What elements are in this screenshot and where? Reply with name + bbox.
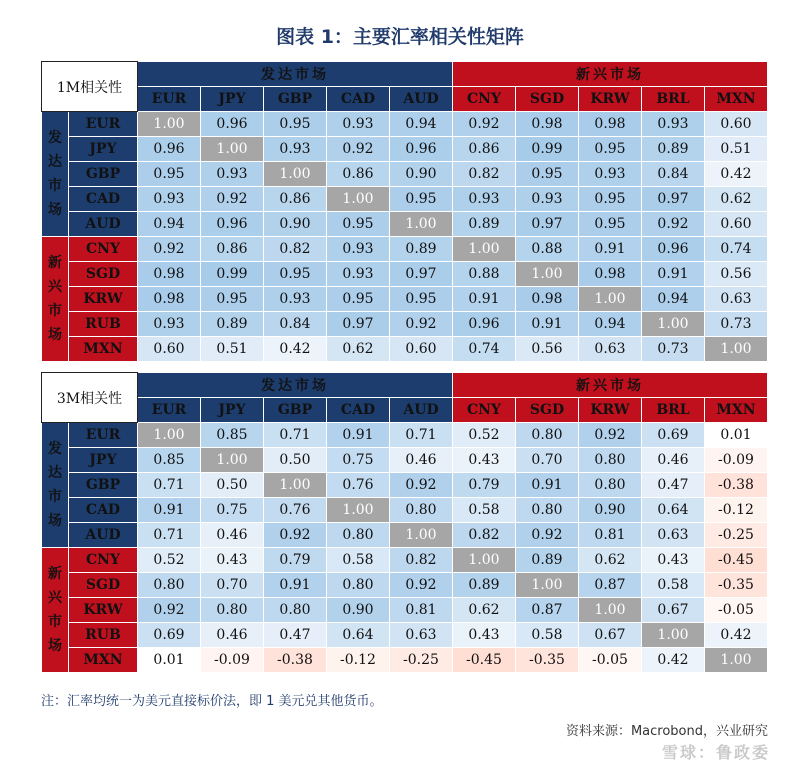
heatmap-cell: 0.63 bbox=[705, 287, 768, 312]
heatmap-cell: -0.45 bbox=[705, 548, 768, 573]
heatmap-cell: 0.96 bbox=[453, 312, 516, 337]
source-credit: 资料来源：Macrobond，兴业研究 bbox=[565, 724, 768, 739]
heatmap-cell: 0.43 bbox=[642, 548, 705, 573]
side-label-emerging: 新 兴 市 场 bbox=[42, 237, 69, 362]
heatmap-cell: 0.80 bbox=[201, 598, 264, 623]
column-label-krw: KRW bbox=[579, 398, 642, 423]
corner-label: 3M相关性 bbox=[42, 373, 138, 423]
heatmap-cell: 0.69 bbox=[138, 623, 201, 648]
heatmap-cell: -0.45 bbox=[453, 648, 516, 673]
heatmap-cell: 0.95 bbox=[327, 287, 390, 312]
table-row bbox=[42, 187, 768, 212]
heatmap-cell: 0.64 bbox=[327, 623, 390, 648]
column-label-brl: BRL bbox=[642, 398, 705, 423]
heatmap-cell: 1.00 bbox=[516, 262, 579, 287]
heatmap-cell: 0.91 bbox=[642, 262, 705, 287]
footnote: 注：汇率均统一为美元直接标价法，即 1 美元兑其他货币。 bbox=[41, 694, 383, 709]
heatmap-cell: 0.60 bbox=[705, 112, 768, 137]
heatmap-cell: 0.81 bbox=[579, 523, 642, 548]
heatmap-cell: 0.91 bbox=[327, 423, 390, 448]
heatmap-cell: 0.79 bbox=[264, 548, 327, 573]
heatmap-cell: 1.00 bbox=[642, 623, 705, 648]
heatmap-cell: 0.92 bbox=[138, 598, 201, 623]
heatmap-cell: 0.94 bbox=[579, 312, 642, 337]
heatmap-cell: 0.92 bbox=[390, 312, 453, 337]
heatmap-cell: 0.80 bbox=[138, 573, 201, 598]
heatmap-cell: 0.95 bbox=[327, 212, 390, 237]
heatmap-cell: 1.00 bbox=[264, 162, 327, 187]
heatmap-cell: 0.99 bbox=[201, 262, 264, 287]
heatmap-cell: 0.97 bbox=[516, 212, 579, 237]
column-label-jpy: JPY bbox=[201, 87, 264, 112]
heatmap-cell: 0.52 bbox=[138, 548, 201, 573]
heatmap-cell: 0.90 bbox=[264, 212, 327, 237]
column-label-cny: CNY bbox=[453, 87, 516, 112]
watermark: 雪球：鲁政委 bbox=[661, 743, 770, 762]
heatmap-cell: 0.51 bbox=[201, 337, 264, 362]
heatmap-cell: 0.76 bbox=[327, 473, 390, 498]
heatmap-cell: 0.93 bbox=[201, 162, 264, 187]
heatmap-cell: 0.95 bbox=[579, 212, 642, 237]
heatmap-cell: 0.90 bbox=[390, 162, 453, 187]
heatmap-cell: 0.51 bbox=[705, 137, 768, 162]
heatmap-cell: 0.58 bbox=[516, 623, 579, 648]
heatmap-cell: 0.86 bbox=[453, 137, 516, 162]
heatmap-cell: 0.71 bbox=[264, 423, 327, 448]
heatmap-cell: 0.74 bbox=[453, 337, 516, 362]
heatmap-cell: 0.89 bbox=[516, 548, 579, 573]
row-label-cny: CNY bbox=[69, 237, 138, 262]
heatmap-cell: 0.93 bbox=[516, 187, 579, 212]
heatmap-cell: 0.93 bbox=[327, 262, 390, 287]
heatmap-cell: 0.91 bbox=[516, 473, 579, 498]
heatmap-cell: 0.86 bbox=[264, 187, 327, 212]
heatmap-cell: 0.62 bbox=[705, 187, 768, 212]
heatmap-cell: 1.00 bbox=[327, 187, 390, 212]
heatmap-cell: 0.92 bbox=[516, 523, 579, 548]
heatmap-cell: 0.96 bbox=[390, 137, 453, 162]
heatmap-cell: 0.81 bbox=[390, 598, 453, 623]
heatmap-cell: 0.92 bbox=[264, 523, 327, 548]
heatmap-cell: -0.09 bbox=[705, 448, 768, 473]
side-label-developed: 发 达 市 场 bbox=[42, 112, 69, 237]
heatmap-cell: 0.58 bbox=[642, 573, 705, 598]
heatmap-cell: 0.93 bbox=[453, 187, 516, 212]
heatmap-cell: 0.95 bbox=[264, 262, 327, 287]
heatmap-cell: 1.00 bbox=[579, 598, 642, 623]
heatmap-cell: 0.62 bbox=[579, 548, 642, 573]
heatmap-cell: 0.92 bbox=[390, 573, 453, 598]
heatmap-cell: 0.56 bbox=[705, 262, 768, 287]
row-label-cad: CAD bbox=[69, 498, 138, 523]
heatmap-cell: 0.52 bbox=[453, 423, 516, 448]
table-row bbox=[42, 337, 768, 362]
heatmap-cell: 0.99 bbox=[516, 137, 579, 162]
chart-title: 图表 1：主要汇率相关性矩阵 bbox=[276, 26, 524, 48]
heatmap-cell: 0.42 bbox=[642, 648, 705, 673]
column-label-aud: AUD bbox=[390, 398, 453, 423]
heatmap-cell: 0.89 bbox=[453, 212, 516, 237]
heatmap-cell: 0.98 bbox=[138, 287, 201, 312]
table-row bbox=[42, 162, 768, 187]
heatmap-cell: 0.46 bbox=[201, 523, 264, 548]
heatmap-cell: 0.93 bbox=[138, 187, 201, 212]
heatmap-cell: 0.85 bbox=[138, 448, 201, 473]
heatmap-cell: 0.88 bbox=[453, 262, 516, 287]
table-row bbox=[42, 523, 768, 548]
table-row bbox=[42, 648, 768, 673]
heatmap-cell: 0.91 bbox=[453, 287, 516, 312]
group-header-emerging: 新兴市场 bbox=[453, 373, 768, 398]
heatmap-cell: 0.92 bbox=[642, 212, 705, 237]
heatmap-cell: 0.62 bbox=[327, 337, 390, 362]
heatmap-cell: 0.58 bbox=[327, 548, 390, 573]
heatmap-cell: -0.25 bbox=[705, 523, 768, 548]
heatmap-cell: 0.74 bbox=[705, 237, 768, 262]
heatmap-cell: 0.56 bbox=[516, 337, 579, 362]
correlation-matrix-3m bbox=[41, 372, 768, 673]
heatmap-cell: 0.62 bbox=[453, 598, 516, 623]
heatmap-cell: 0.86 bbox=[327, 162, 390, 187]
heatmap-cell: 0.95 bbox=[390, 287, 453, 312]
heatmap-cell: 0.95 bbox=[264, 112, 327, 137]
column-label-sgd: SGD bbox=[516, 87, 579, 112]
heatmap-cell: 0.01 bbox=[705, 423, 768, 448]
heatmap-cell: 0.73 bbox=[705, 312, 768, 337]
heatmap-cell: 1.00 bbox=[138, 112, 201, 137]
heatmap-cell: 0.89 bbox=[642, 137, 705, 162]
heatmap-cell: 0.43 bbox=[453, 448, 516, 473]
row-label-sgd: SGD bbox=[69, 262, 138, 287]
heatmap-cell: 1.00 bbox=[642, 312, 705, 337]
heatmap-cell: 0.63 bbox=[642, 523, 705, 548]
heatmap-cell: 1.00 bbox=[705, 648, 768, 673]
heatmap-cell: 1.00 bbox=[327, 498, 390, 523]
heatmap-cell: 0.93 bbox=[264, 287, 327, 312]
column-label-aud: AUD bbox=[390, 87, 453, 112]
heatmap-cell: 0.80 bbox=[516, 423, 579, 448]
column-label-eur: EUR bbox=[138, 87, 201, 112]
table-row bbox=[42, 573, 768, 598]
heatmap-cell: 0.82 bbox=[264, 237, 327, 262]
heatmap-cell: 0.92 bbox=[579, 423, 642, 448]
heatmap-cell: 0.71 bbox=[138, 473, 201, 498]
row-label-mxn: MXN bbox=[69, 648, 138, 673]
heatmap-cell: 0.93 bbox=[579, 162, 642, 187]
heatmap-cell: 0.87 bbox=[516, 598, 579, 623]
heatmap-cell: 1.00 bbox=[201, 137, 264, 162]
heatmap-cell: 0.94 bbox=[642, 287, 705, 312]
heatmap-cell: 0.95 bbox=[201, 287, 264, 312]
heatmap-cell: 0.95 bbox=[138, 162, 201, 187]
heatmap-cell: 0.50 bbox=[201, 473, 264, 498]
column-label-cad: CAD bbox=[327, 87, 390, 112]
side-label-developed: 发 达 市 场 bbox=[42, 423, 69, 548]
heatmap-cell: 0.50 bbox=[264, 448, 327, 473]
heatmap-cell: 0.92 bbox=[390, 473, 453, 498]
heatmap-cell: 0.93 bbox=[327, 112, 390, 137]
column-label-gbp: GBP bbox=[264, 398, 327, 423]
heatmap-cell: 0.71 bbox=[390, 423, 453, 448]
heatmap-cell: -0.35 bbox=[705, 573, 768, 598]
heatmap-cell: -0.05 bbox=[579, 648, 642, 673]
row-label-cny: CNY bbox=[69, 548, 138, 573]
heatmap-cell: 0.93 bbox=[327, 237, 390, 262]
heatmap-cell: 0.46 bbox=[642, 448, 705, 473]
heatmap-cell: 0.80 bbox=[327, 523, 390, 548]
table-row bbox=[42, 237, 768, 262]
heatmap-cell: 1.00 bbox=[579, 287, 642, 312]
heatmap-cell: 0.73 bbox=[642, 337, 705, 362]
row-label-eur: EUR bbox=[69, 423, 138, 448]
heatmap-cell: -0.12 bbox=[327, 648, 390, 673]
heatmap-cell: 0.82 bbox=[453, 162, 516, 187]
column-label-mxn: MXN bbox=[705, 398, 768, 423]
heatmap-cell: 0.01 bbox=[138, 648, 201, 673]
heatmap-cell: 0.90 bbox=[327, 598, 390, 623]
side-label-emerging: 新 兴 市 场 bbox=[42, 548, 69, 673]
heatmap-cell: -0.25 bbox=[390, 648, 453, 673]
heatmap-cell: 1.00 bbox=[705, 337, 768, 362]
row-label-cad: CAD bbox=[69, 187, 138, 212]
row-label-jpy: JPY bbox=[69, 448, 138, 473]
row-label-rub: RUB bbox=[69, 623, 138, 648]
heatmap-cell: 0.96 bbox=[138, 137, 201, 162]
column-label-gbp: GBP bbox=[264, 87, 327, 112]
heatmap-cell: 0.60 bbox=[705, 212, 768, 237]
group-header-emerging: 新兴市场 bbox=[453, 62, 768, 87]
heatmap-cell: 0.42 bbox=[705, 623, 768, 648]
row-label-eur: EUR bbox=[69, 112, 138, 137]
heatmap-cell: 0.47 bbox=[264, 623, 327, 648]
heatmap-cell: 0.91 bbox=[516, 312, 579, 337]
heatmap-cell: 0.95 bbox=[390, 187, 453, 212]
heatmap-cell: 0.63 bbox=[579, 337, 642, 362]
heatmap-cell: 0.89 bbox=[453, 573, 516, 598]
heatmap-cell: 0.96 bbox=[201, 112, 264, 137]
row-label-krw: KRW bbox=[69, 287, 138, 312]
heatmap-cell: 0.92 bbox=[453, 112, 516, 137]
column-label-jpy: JPY bbox=[201, 398, 264, 423]
heatmap-cell: 0.80 bbox=[390, 498, 453, 523]
row-label-rub: RUB bbox=[69, 312, 138, 337]
column-label-cad: CAD bbox=[327, 398, 390, 423]
row-label-sgd: SGD bbox=[69, 573, 138, 598]
table-row bbox=[42, 423, 768, 448]
heatmap-cell: 0.86 bbox=[201, 237, 264, 262]
heatmap-cell: 0.76 bbox=[264, 498, 327, 523]
heatmap-cell: 0.87 bbox=[579, 573, 642, 598]
heatmap-cell: 0.80 bbox=[516, 498, 579, 523]
heatmap-cell: 0.69 bbox=[642, 423, 705, 448]
heatmap-cell: 0.46 bbox=[390, 448, 453, 473]
heatmap-cell: 1.00 bbox=[453, 237, 516, 262]
heatmap-cell: 0.94 bbox=[390, 112, 453, 137]
group-header-developed: 发达市场 bbox=[138, 62, 453, 87]
heatmap-cell: -0.38 bbox=[264, 648, 327, 673]
heatmap-cell: 0.84 bbox=[264, 312, 327, 337]
heatmap-cell: 0.90 bbox=[579, 498, 642, 523]
heatmap-cell: 0.42 bbox=[264, 337, 327, 362]
heatmap-cell: 0.91 bbox=[138, 498, 201, 523]
heatmap-cell: 0.75 bbox=[201, 498, 264, 523]
heatmap-cell: 0.75 bbox=[327, 448, 390, 473]
heatmap-cell: 0.43 bbox=[201, 548, 264, 573]
row-label-gbp: GBP bbox=[69, 473, 138, 498]
table-row bbox=[42, 623, 768, 648]
row-label-jpy: JPY bbox=[69, 137, 138, 162]
heatmap-cell: 0.80 bbox=[264, 598, 327, 623]
heatmap-cell: 1.00 bbox=[138, 423, 201, 448]
heatmap-cell: 0.71 bbox=[138, 523, 201, 548]
heatmap-cell: 0.98 bbox=[516, 112, 579, 137]
heatmap-cell: 0.70 bbox=[201, 573, 264, 598]
heatmap-cell: 0.43 bbox=[453, 623, 516, 648]
heatmap-cell: 0.63 bbox=[390, 623, 453, 648]
heatmap-cell: 0.47 bbox=[642, 473, 705, 498]
heatmap-cell: 0.70 bbox=[516, 448, 579, 473]
heatmap-cell: 0.93 bbox=[642, 112, 705, 137]
heatmap-cell: 0.98 bbox=[579, 262, 642, 287]
column-label-mxn: MXN bbox=[705, 87, 768, 112]
table-row bbox=[42, 262, 768, 287]
corner-label: 1M相关性 bbox=[42, 62, 138, 112]
table-row bbox=[42, 598, 768, 623]
heatmap-cell: 1.00 bbox=[390, 212, 453, 237]
heatmap-cell: 0.80 bbox=[579, 473, 642, 498]
heatmap-cell: 0.92 bbox=[327, 137, 390, 162]
heatmap-cell: 0.97 bbox=[327, 312, 390, 337]
heatmap-cell: 1.00 bbox=[453, 548, 516, 573]
heatmap-cell: 0.93 bbox=[138, 312, 201, 337]
table-row bbox=[42, 548, 768, 573]
heatmap-cell: 0.46 bbox=[201, 623, 264, 648]
heatmap-cell: 0.82 bbox=[453, 523, 516, 548]
table-row bbox=[42, 473, 768, 498]
heatmap-cell: 0.98 bbox=[579, 112, 642, 137]
heatmap-cell: -0.38 bbox=[705, 473, 768, 498]
heatmap-cell: 0.85 bbox=[201, 423, 264, 448]
heatmap-cell: 0.79 bbox=[453, 473, 516, 498]
heatmap-cell: -0.12 bbox=[705, 498, 768, 523]
group-header-developed: 发达市场 bbox=[138, 373, 453, 398]
heatmap-cell: 0.92 bbox=[201, 187, 264, 212]
heatmap-cell: 0.67 bbox=[642, 598, 705, 623]
table-row bbox=[42, 312, 768, 337]
heatmap-cell: 0.97 bbox=[390, 262, 453, 287]
table-row bbox=[42, 137, 768, 162]
correlation-matrix-1m bbox=[41, 61, 768, 362]
heatmap-cell: 0.89 bbox=[201, 312, 264, 337]
heatmap-cell: 0.95 bbox=[579, 187, 642, 212]
row-label-aud: AUD bbox=[69, 212, 138, 237]
heatmap-cell: 0.98 bbox=[516, 287, 579, 312]
column-label-cny: CNY bbox=[453, 398, 516, 423]
heatmap-cell: 1.00 bbox=[264, 473, 327, 498]
heatmap-cell: 0.80 bbox=[579, 448, 642, 473]
heatmap-cell: 0.91 bbox=[579, 237, 642, 262]
heatmap-cell: 0.96 bbox=[201, 212, 264, 237]
heatmap-cell: 0.80 bbox=[327, 573, 390, 598]
row-label-mxn: MXN bbox=[69, 337, 138, 362]
heatmap-cell: 0.67 bbox=[579, 623, 642, 648]
heatmap-cell: 1.00 bbox=[390, 523, 453, 548]
heatmap-cell: 1.00 bbox=[201, 448, 264, 473]
heatmap-cell: -0.35 bbox=[516, 648, 579, 673]
table-row bbox=[42, 287, 768, 312]
heatmap-cell: 0.64 bbox=[642, 498, 705, 523]
column-label-sgd: SGD bbox=[516, 398, 579, 423]
table-row bbox=[42, 212, 768, 237]
heatmap-cell: 0.95 bbox=[516, 162, 579, 187]
heatmap-cell: 0.82 bbox=[390, 548, 453, 573]
heatmap-cell: 0.60 bbox=[390, 337, 453, 362]
column-label-brl: BRL bbox=[642, 87, 705, 112]
column-label-eur: EUR bbox=[138, 398, 201, 423]
heatmap-cell: 0.96 bbox=[642, 237, 705, 262]
heatmap-cell: 0.60 bbox=[138, 337, 201, 362]
row-label-aud: AUD bbox=[69, 523, 138, 548]
heatmap-cell: 0.95 bbox=[579, 137, 642, 162]
heatmap-cell: -0.09 bbox=[201, 648, 264, 673]
heatmap-cell: 1.00 bbox=[516, 573, 579, 598]
heatmap-cell: 0.91 bbox=[264, 573, 327, 598]
heatmap-cell: 0.84 bbox=[642, 162, 705, 187]
heatmap-cell: -0.05 bbox=[705, 598, 768, 623]
heatmap-cell: 0.97 bbox=[642, 187, 705, 212]
heatmap-cell: 0.93 bbox=[264, 137, 327, 162]
table-row bbox=[42, 448, 768, 473]
heatmap-cell: 0.98 bbox=[138, 262, 201, 287]
table-row bbox=[42, 112, 768, 137]
column-label-krw: KRW bbox=[579, 87, 642, 112]
heatmap-cell: 0.88 bbox=[516, 237, 579, 262]
heatmap-cell: 0.94 bbox=[138, 212, 201, 237]
row-label-krw: KRW bbox=[69, 598, 138, 623]
heatmap-cell: 0.89 bbox=[390, 237, 453, 262]
row-label-gbp: GBP bbox=[69, 162, 138, 187]
table-row bbox=[42, 498, 768, 523]
heatmap-cell: 0.42 bbox=[705, 162, 768, 187]
heatmap-cell: 0.58 bbox=[453, 498, 516, 523]
heatmap-cell: 0.92 bbox=[138, 237, 201, 262]
